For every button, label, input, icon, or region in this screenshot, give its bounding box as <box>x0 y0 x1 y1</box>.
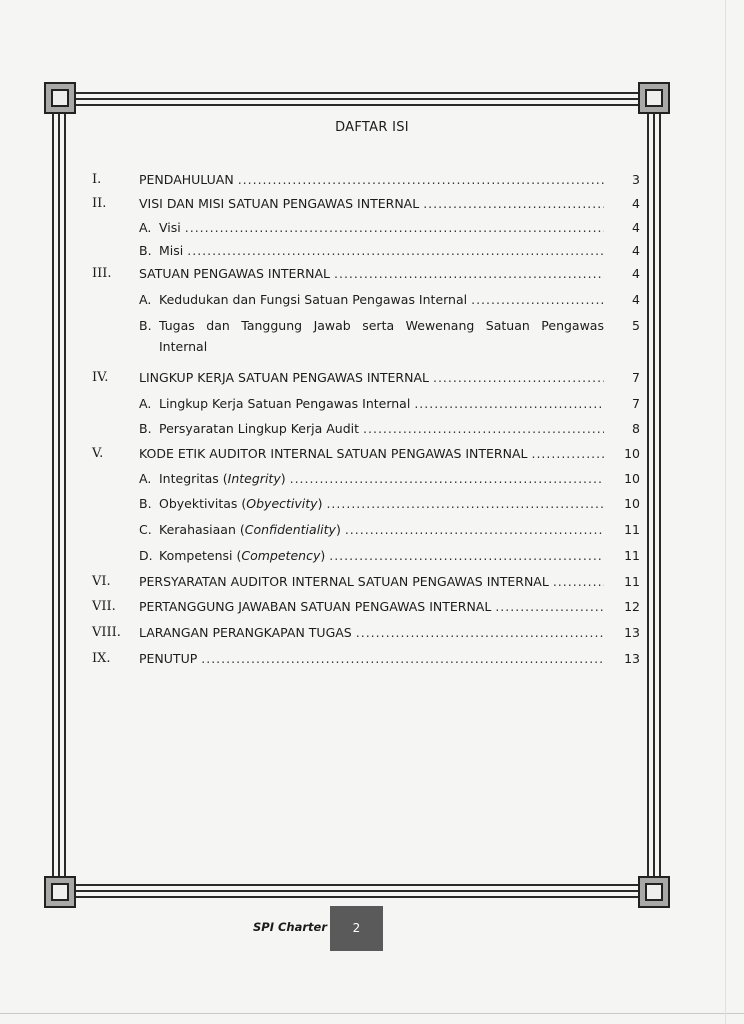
toc-row <box>92 172 640 194</box>
toc-row <box>92 651 640 673</box>
frame-right-bar <box>647 96 661 896</box>
toc-subrow: A. Integritas ( Integrity ) ..... 10 <box>92 471 640 493</box>
toc-page: 8 <box>632 421 640 436</box>
toc-text: Kedudukan dan Fungsi Satuan Pengawas Internal <box>159 292 468 307</box>
toc-letter: D. <box>139 548 153 563</box>
toc-subrow <box>92 220 640 242</box>
toc-subrow <box>92 421 640 443</box>
toc-row <box>92 446 640 468</box>
toc-row <box>92 266 640 288</box>
frame-bottom-bar <box>60 884 652 898</box>
toc-page: 4 <box>632 243 640 258</box>
toc-number: II. <box>92 196 107 211</box>
toc-page: 10 <box>624 496 640 511</box>
toc-number: VII. <box>92 599 116 614</box>
toc-subrow <box>92 396 640 418</box>
toc-letter: A. <box>139 292 152 307</box>
page-title: DAFTAR ISI <box>335 120 409 135</box>
toc-text-italic: Obyectivity <box>246 496 318 511</box>
frame-corner-top-right <box>638 82 670 114</box>
toc-text: Persyaratan Lingkup Kerja Audit <box>159 421 360 436</box>
toc-text: KODE ETIK AUDITOR INTERNAL SATUAN PENGAWAS INTERNAL <box>139 446 528 461</box>
toc-letter: A. <box>139 220 152 235</box>
toc-text: Visi <box>159 220 181 235</box>
toc-page: 4 <box>632 266 640 281</box>
toc-number: IX. <box>92 651 111 666</box>
toc-page: 10 <box>624 471 640 486</box>
toc-page: 3 <box>632 172 640 187</box>
toc-page: 10 <box>624 446 640 461</box>
frame-top-bar <box>60 92 652 106</box>
frame-corner-bottom-left <box>44 876 76 908</box>
toc-text: Kerahasiaan ( <box>159 522 245 537</box>
toc-text-line1: Tugas dan Tanggung Jawab serta Wewenang Satuan Pengawas <box>159 318 604 333</box>
toc-page: 5 <box>632 318 640 333</box>
toc-letter: B. <box>139 421 152 436</box>
toc-page: 13 <box>624 625 640 640</box>
toc-letter: B. <box>139 318 152 333</box>
toc-number: IV. <box>92 370 109 385</box>
toc-row <box>92 599 640 621</box>
frame-corner-bottom-right <box>638 876 670 908</box>
footer-label: SPI Charter <box>253 920 328 934</box>
toc-page: 11 <box>624 548 640 563</box>
toc-row <box>92 370 640 392</box>
toc-text: Kompetensi ( <box>159 548 242 563</box>
toc-subrow: D. Kompetensi ( Competency ) ..... 11 <box>92 548 640 570</box>
toc-page: 11 <box>624 522 640 537</box>
toc-page: 7 <box>632 370 640 385</box>
toc-text: LARANGAN PERANGKAPAN TUGAS <box>139 625 352 640</box>
frame-left-bar <box>52 96 66 896</box>
toc-letter: A. <box>139 396 152 411</box>
toc-page: 4 <box>632 292 640 307</box>
toc-number: I. <box>92 172 102 187</box>
toc-subrow <box>92 243 640 265</box>
frame-corner-top-left <box>44 82 76 114</box>
toc-text-italic: Confidentiality <box>244 522 336 537</box>
toc-number: VIII. <box>92 625 121 640</box>
toc-text: PENDAHULUAN <box>139 172 234 187</box>
toc-number: V. <box>92 446 104 461</box>
toc-row <box>92 196 640 218</box>
toc-letter: B. <box>139 496 152 511</box>
toc-page: 13 <box>624 651 640 666</box>
toc-text-italic: Integrity <box>227 471 281 486</box>
toc-page: 7 <box>632 396 640 411</box>
toc-letter: B. <box>139 243 152 258</box>
toc-page: 4 <box>632 196 640 211</box>
toc-text: Lingkup Kerja Satuan Pengawas Internal <box>159 396 411 411</box>
toc-subrow <box>92 292 640 314</box>
toc-text: LINGKUP KERJA SATUAN PENGAWAS INTERNAL <box>139 370 429 385</box>
toc-row <box>92 625 640 647</box>
toc-text: Obyektivitas ( <box>159 496 247 511</box>
toc-text: PENUTUP <box>139 651 198 666</box>
toc-text-italic: Competency <box>241 548 321 563</box>
toc-page: 11 <box>624 574 640 589</box>
toc-number: VI. <box>92 574 111 589</box>
scan-edge-line <box>0 1013 744 1014</box>
toc-text: PERSYARATAN AUDITOR INTERNAL SATUAN PENGAWAS INTERNAL <box>139 574 549 589</box>
toc-text: Integritas ( <box>159 471 228 486</box>
footer-page-number: 2 <box>330 906 383 951</box>
toc-letter: A. <box>139 471 152 486</box>
toc-subrow-multiline <box>92 318 640 362</box>
toc-text: VISI DAN MISI SATUAN PENGAWAS INTERNAL <box>139 196 420 211</box>
toc-text-line2: Internal <box>159 339 208 354</box>
toc-text: Misi <box>159 243 184 258</box>
toc-text: SATUAN PENGAWAS INTERNAL <box>139 266 331 281</box>
toc-row <box>92 574 640 596</box>
toc-subrow: C. Kerahasiaan ( Confidentiality ) ..... 11 <box>92 522 640 544</box>
toc-subrow: B. Obyektivitas ( Obyectivity ) ..... 10 <box>92 496 640 518</box>
toc-page: 12 <box>624 599 640 614</box>
toc-letter: C. <box>139 522 152 537</box>
toc-number: III. <box>92 266 112 281</box>
scan-edge-line-right <box>725 0 726 1024</box>
toc-page: 4 <box>632 220 640 235</box>
toc-text: PERTANGGUNG JAWABAN SATUAN PENGAWAS INTERNAL <box>139 599 492 614</box>
